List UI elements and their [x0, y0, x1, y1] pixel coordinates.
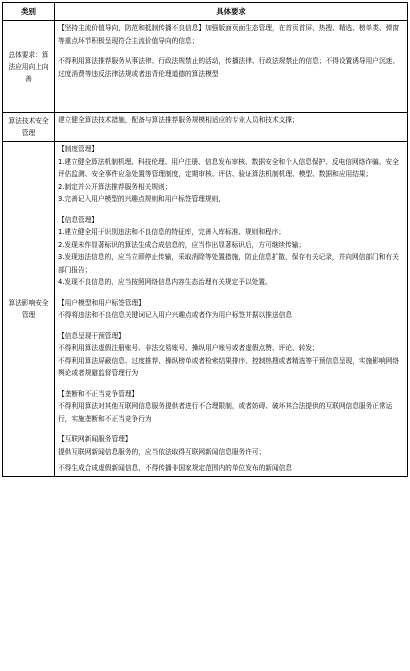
requirement-cell [55, 113, 408, 142]
section-heading: 【用户模型和用户标签管理】 [58, 298, 145, 307]
spacer [58, 47, 404, 55]
requirement-text: 不得将违法和不良信息关键词记入用户兴趣点或者作为用户标签并据以推送信息 [58, 311, 293, 319]
category-cell: 算法影响安全管理 [3, 142, 55, 477]
requirement-text: 3.发现违法信息的，应当立即停止传输，采取消除等处置措施，防止信息扩散，保存有关记录，并向网信部门和有关部门报告； [58, 253, 399, 274]
requirement-text: 提供互联网新闻信息服务的，应当依法取得互联网新闻信息服务许可； [58, 447, 266, 456]
requirement-text: 2.发现未作显著标识的算法生成合成信息的，应当作出显著标识后，方可继续传输； [58, 240, 306, 249]
spacer [58, 380, 404, 388]
spacer [58, 206, 404, 214]
document-page [2, 2, 407, 477]
requirement-text: 不得利用算法屏蔽信息、过度推荐、操纵榜单或者检索结果排序、控制热搜或者精选等干预信息呈现，实施影响网络舆论或者规避监督管理行为 [58, 356, 400, 377]
requirement-text: 1.建立健全算法机制机理、科技伦理、用户注册、信息发布审核、数据安全和个人信息保护、反电信网络诈骗、安全评估监测、安全事件应急处置等管理制度，定期审核、评估、验证算法机制机理、模型、数据和应用结果； [58, 157, 399, 178]
table-row [3, 142, 408, 477]
requirement-text: 不得利用算法推荐服务从事法律、行政法规禁止的活动，传播法律、行政法规禁止的信息；不得设置诱导用户沉迷、过度消费等违反法律法规或者违背伦理道德的算法模型 [58, 57, 400, 78]
table-row [3, 113, 408, 142]
header-category: 类别 [3, 3, 55, 21]
table-row [3, 21, 408, 113]
category-cell: 总体要求：算法应用向上向善 [3, 21, 55, 113]
section-heading: 【垄断和不正当竞争管理】 [58, 389, 139, 398]
section-heading: 【信息呈现干预管理】 [58, 331, 125, 340]
requirement-text: 2.制定并公开算法推荐服务相关规则； [58, 182, 172, 191]
section-heading: 【互联网新闻服务管理】 [58, 435, 132, 443]
requirement-text: 不得利用算法对其他互联网信息服务提供者进行不合理限制，或者妨碍、破坏其合法提供的互联网信息服务正常运行，实施垄断和不正当竞争行为 [58, 402, 393, 423]
section-heading: 【信息管理】 [58, 215, 99, 224]
requirement-text: 不得生成合成虚假新闻信息，不得传播非国家规定范围内的单位发布的新闻信息 [58, 464, 293, 472]
category-cell: 算法技术安全管理 [3, 113, 55, 142]
header-requirement: 具体要求 [55, 3, 408, 21]
spacer [58, 289, 404, 297]
spacer [58, 425, 404, 433]
requirement-text: 1.建立健全用于识别违法和不良信息的特征库，完善入库标准、规则和程序； [58, 228, 286, 236]
requirements-table [2, 2, 408, 477]
section-heading: 【制度管理】 [58, 145, 99, 153]
requirement-text: 建立健全算法技术措施，配备与算法推荐服务规模相适应的专业人员和技术支撑； [58, 116, 299, 124]
requirement-cell [55, 142, 408, 477]
requirement-text: 4.发现不良信息的，应当按照网络信息内容生态治理有关规定予以处置。 [58, 278, 272, 286]
spacer [58, 322, 404, 330]
table-header-row [3, 3, 408, 21]
requirement-text: 【坚持主流价值导向，防范和抵制传播不良信息】加强版面页面生态管理，在首页首屏、热搜、精选、榜单类、弹窗等重点环节积极呈现符合主流价值导向的信息； [58, 24, 400, 45]
requirement-cell [55, 21, 408, 113]
requirement-text: 3.完善记入用户模型的兴趣点规则和用户标签管理规则， [58, 195, 225, 203]
requirement-text: 不得利用算法虚假注册账号、非法交易账号、操纵用户账号或者虚假点赞、评论、转发； [58, 344, 319, 352]
